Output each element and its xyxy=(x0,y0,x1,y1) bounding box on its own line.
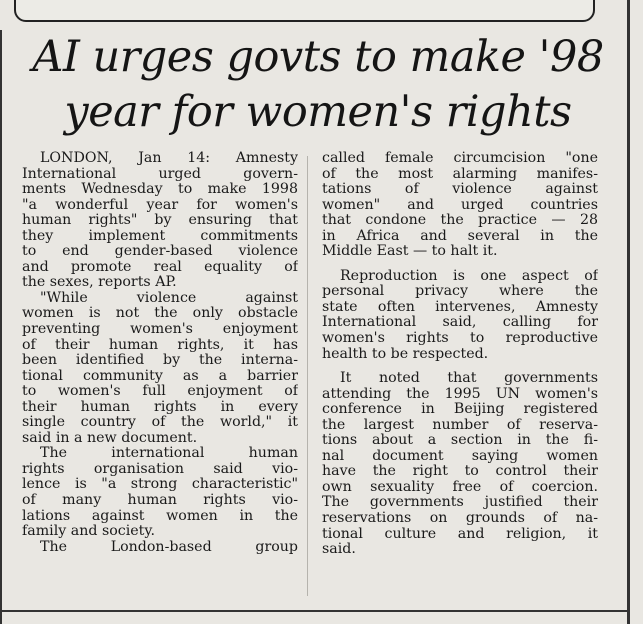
article-text-line: called female circumcision "one xyxy=(322,151,598,166)
article-text-line: The London-based group xyxy=(40,539,298,555)
article-text-line: attending the 1995 UN women's xyxy=(322,386,598,402)
article-text-line: reservations on grounds of na- xyxy=(322,511,598,527)
article-text-line: and promote real equality of xyxy=(22,259,298,275)
article-text-line: preventing women's enjoyment xyxy=(22,322,298,338)
article-text-line: women is not the only obstacle xyxy=(22,306,298,322)
article-text-line: their human rights in every xyxy=(22,399,298,415)
article-text-line: International said, calling for xyxy=(322,315,598,331)
article-text-line: lations against women in the xyxy=(22,508,298,524)
article-text-line: The governments justified their xyxy=(322,495,598,511)
article-text-line: "While violence against xyxy=(40,290,298,306)
article-text-line: women" and urged countries xyxy=(322,197,598,213)
paragraph-gap xyxy=(322,260,598,269)
article-text-line: they implement commitments xyxy=(22,228,298,244)
article-text-line: family and society. xyxy=(22,524,155,540)
headline-line-2: year for women's rights xyxy=(64,87,572,137)
article-text-line: have the right to control their xyxy=(322,464,598,480)
right-column-rule xyxy=(627,0,630,624)
column-divider xyxy=(307,156,308,596)
article-body-left-column xyxy=(22,151,298,555)
bottom-rule xyxy=(2,610,627,612)
article-text-line: in Africa and several in the xyxy=(322,228,598,244)
article-text-line: International urged govern- xyxy=(22,166,298,182)
paragraph-gap xyxy=(322,362,598,371)
article-headline xyxy=(18,30,618,140)
article-text-line: the largest number of reserva- xyxy=(322,417,598,433)
article-text-line: nal document saying women xyxy=(322,448,598,464)
article-text-line: personal privacy where the xyxy=(322,284,598,300)
article-text-line: tional culture and religion, it xyxy=(322,526,598,542)
article-text-line: health to be respected. xyxy=(322,346,489,362)
article-text-line: tations of violence against xyxy=(322,182,598,198)
article-text-line: of the most alarming manifes- xyxy=(322,166,598,182)
article-text-line: It noted that governments xyxy=(340,371,598,387)
article-text-line: the sexes, reports AP. xyxy=(22,275,177,291)
article-body-right-column xyxy=(322,151,598,558)
article-text-line: that condone the practice — 28 xyxy=(322,213,598,229)
article-text-line: said. xyxy=(322,542,356,558)
article-text-line: ments Wednesday to make 1998 xyxy=(22,182,298,198)
article-text-line: tional community as a barrier xyxy=(22,368,298,384)
article-text-line: LONDON, Jan 14: Amnesty xyxy=(40,151,298,166)
article-text-line: been identified by the interna- xyxy=(22,353,298,369)
headline-line-1: AI urges govts to make '98 xyxy=(32,32,604,82)
article-text-line: own sexuality free of coercion. xyxy=(322,479,598,495)
article-text-line: human rights" by ensuring that xyxy=(22,213,298,229)
article-text-line: tions about a section in the fi- xyxy=(322,433,598,449)
left-column-rule xyxy=(0,30,2,624)
article-text-line: of their human rights, it has xyxy=(22,337,298,353)
article-text-line: women's rights to reproductive xyxy=(322,331,598,347)
article-text-line: "a wonderful year for women's xyxy=(22,197,298,213)
article-text-line: to women's full enjoyment of xyxy=(22,384,298,400)
article-text-line: Middle East — to halt it. xyxy=(322,244,498,260)
article-text-line: said in a new document. xyxy=(22,430,198,446)
article-text-line: lence is "a strong characteristic" xyxy=(22,477,298,493)
article-text-line: single country of the world," it xyxy=(22,415,298,431)
previous-article-box xyxy=(14,0,595,22)
article-text-line: The international human xyxy=(40,446,298,462)
article-text-line: of many human rights vio- xyxy=(22,493,298,509)
article-text-line: state often intervenes, Amnesty xyxy=(322,299,598,315)
article-text-line: conference in Beijing registered xyxy=(322,402,598,418)
article-text-line: Reproduction is one aspect of xyxy=(340,268,598,284)
article-text-line: rights organisation said vio- xyxy=(22,461,298,477)
article-text-line: to end gender-based violence xyxy=(22,244,298,260)
